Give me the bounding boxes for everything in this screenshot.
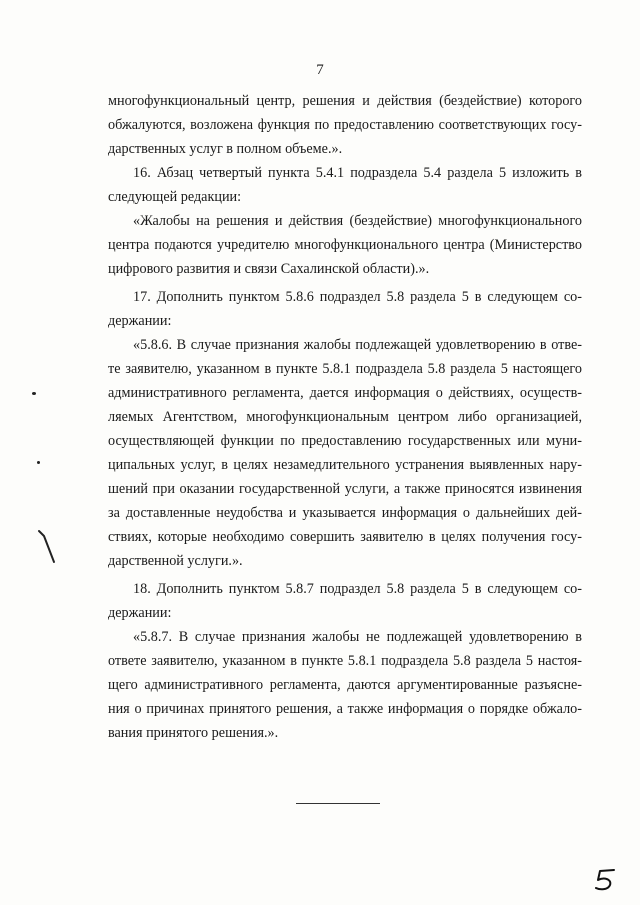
text-line: следующей редакции:: [108, 189, 242, 205]
end-divider: [296, 803, 380, 804]
text-line: 17. Дополнить пунктом 5.8.6 подраздел 5.8 раздела 5 в следующем со-: [133, 289, 582, 305]
text-line: те заявителю, указанном в пункте 5.8.1 подраздела 5.8 раздела 5 настоящего: [108, 361, 582, 377]
text-line: ципальных услуг, в целях незамедлительного устранения выявленных нару-: [108, 457, 582, 473]
scan-speck: [32, 392, 36, 395]
text-line: 16. Абзац четвертый пункта 5.4.1 подраздела 5.4 раздела 5 изложить в: [133, 165, 582, 181]
text-line: осуществляющей функции по предоставлению государственных или муни-: [108, 433, 582, 449]
text-line: административного регламента, дается информация о действиях, осуществ-: [108, 385, 582, 401]
page-number: 7: [316, 62, 324, 78]
scan-speck: [37, 461, 40, 464]
text-line: 18. Дополнить пунктом 5.8.7 подраздел 5.8 раздела 5 в следующем со-: [133, 581, 582, 597]
handwritten-page-mark-icon: [592, 867, 620, 893]
text-line: шений при оказании государственной услуги, а также приносятся извинения: [108, 481, 582, 497]
text-line: за доставленные неудобства и указывается информация о дальнейших дей-: [108, 505, 582, 521]
text-line: вания принятого решения.».: [108, 725, 279, 741]
text-line: ния о причинах принятого решения, а также информация о порядке обжало-: [108, 701, 582, 717]
text-line: ствиях, которые необходимо совершить заявителю в целях получения госу-: [108, 529, 582, 545]
text-line: дарственной услуги.».: [108, 553, 243, 569]
text-line: цифрового развития и связи Сахалинской области).».: [108, 261, 430, 277]
text-line: многофункциональный центр, решения и действия (бездействие) которого: [108, 93, 582, 109]
text-line: ответе заявителю, указанном в пункте 5.8.1 подраздела 5.8 раздела 5 настоя-: [108, 653, 582, 669]
text-line: щего административного регламента, даются аргументированные разъясне-: [108, 677, 582, 693]
text-line: ляемых Агентством, многофункциональным центром либо организацией,: [108, 409, 582, 425]
text-line: дарственных услуг в полном объеме.».: [108, 141, 343, 157]
text-line: «Жалобы на решения и действия (бездействие) многофункционального: [133, 213, 582, 229]
text-line: обжалуются, возложена функция по предоставлению соответствующих госу-: [108, 117, 582, 133]
text-line: держании:: [108, 605, 172, 621]
text-line: центра подаются учредителю многофункционального центра (Министерство: [108, 237, 582, 253]
margin-mark-icon: [36, 528, 58, 566]
text-line: держании:: [108, 313, 172, 329]
text-line: «5.8.7. В случае признания жалобы не подлежащей удовлетворению в: [133, 629, 582, 645]
text-line: «5.8.6. В случае признания жалобы подлежащей удовлетворению в отве-: [133, 337, 582, 353]
